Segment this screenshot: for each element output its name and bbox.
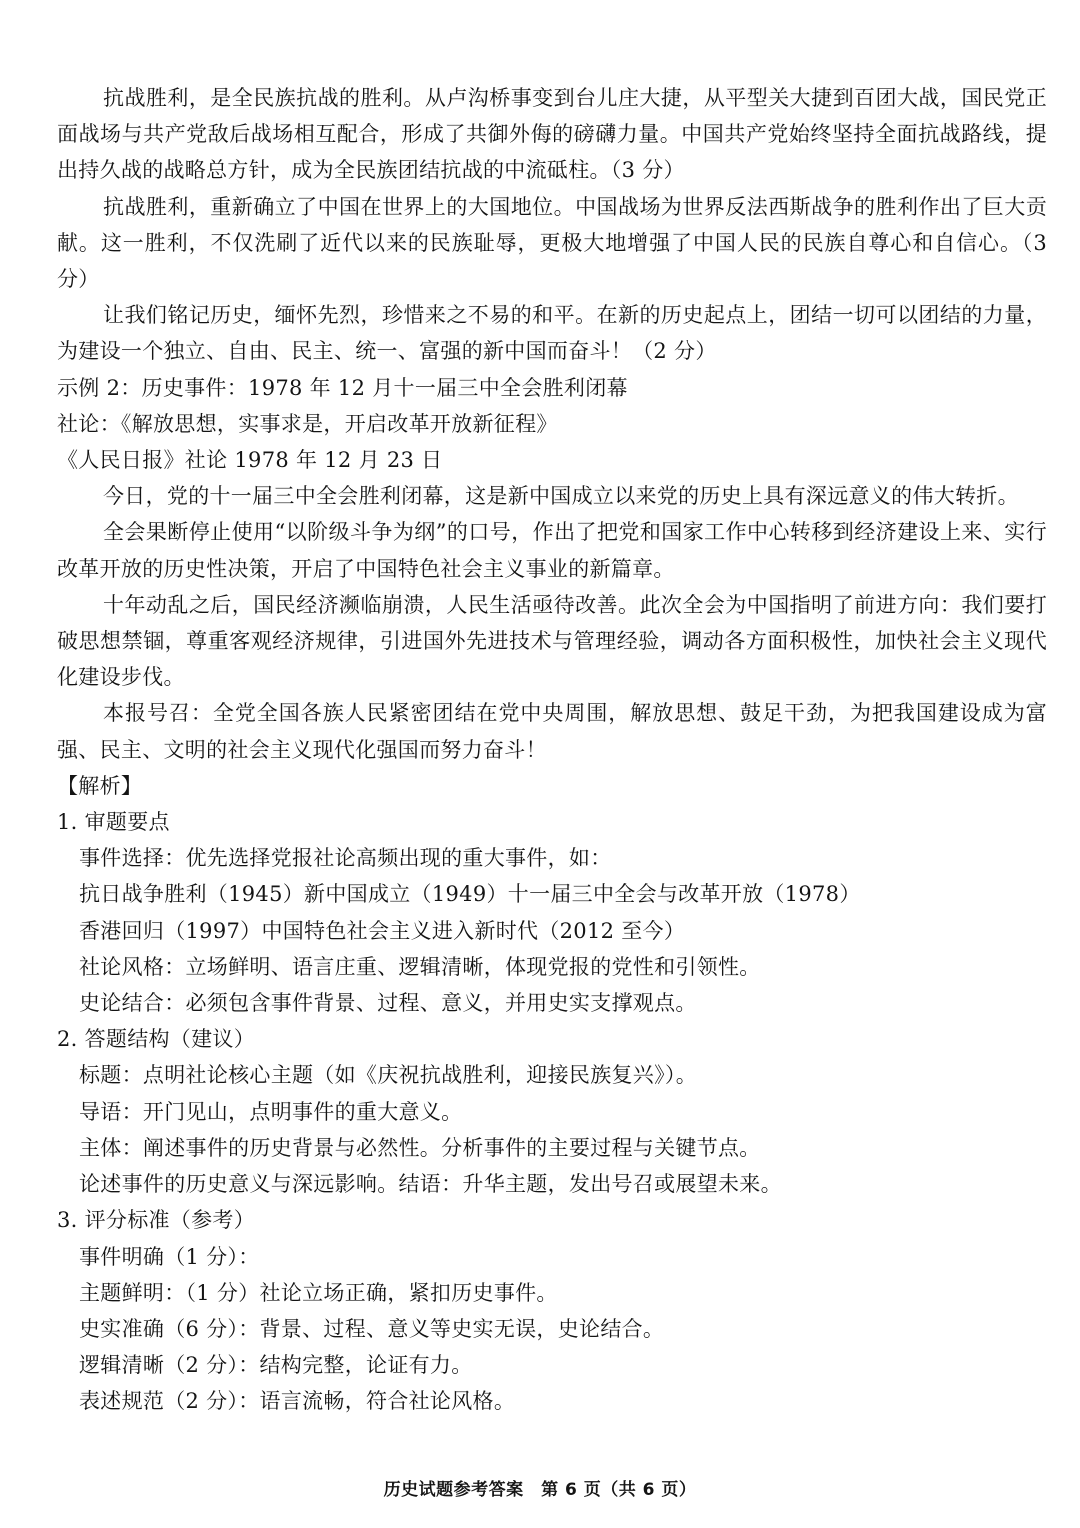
- answer-page: [57, 80, 1047, 1420]
- section-line: 表述规范（2 分）：语言流畅，符合社论风格。: [79, 1389, 516, 1414]
- section-line: 抗日战争胜利（1945）新中国成立（1949）十一届三中全会与改革开放（1978）: [79, 882, 861, 907]
- section-line: 事件明确（1 分）：: [79, 1244, 260, 1269]
- section-line: 导语：开门见山，点明事件的重大意义。: [79, 1099, 463, 1124]
- section-line: 史论结合：必须包含事件背景、过程、意义，并用史实支撑观点。: [79, 991, 697, 1016]
- paragraph-call-to-remember: 让我们铭记历史，缅怀先烈，珍惜来之不易的和平。在新的历史起点上，团结一切可以团结的力量，为建设一个独立、自由、民主、统一、富强的新中国而奋斗！（2 分）: [57, 303, 1047, 364]
- example2-source: 《人民日报》社论 1978 年 12 月 23 日: [57, 448, 443, 473]
- page-footer: 历史试题参考答案 第 6 页（共 6 页）: [383, 1480, 697, 1500]
- editorial-paragraph: 十年动乱之后，国民经济濒临崩溃，人民生活亟待改善。此次全会为中国指明了前进方向：我们要打破思想禁锢，尊重客观经济规律，引进国外先进技术与管理经验，调动各方面积极性，加快社会主义现代化建设步伐。: [57, 592, 1047, 690]
- section-line: 逻辑清晰（2 分）：结构完整，论证有力。: [79, 1353, 473, 1378]
- editorial-paragraph: 全会果断停止使用“以阶级斗争为纲”的口号，作出了把党和国家工作中心转移到经济建设上来、实行改革开放的历史性决策，开启了中国特色社会主义事业的新篇章。: [57, 520, 1047, 581]
- section-line: 标题：点明社论核心主题（如《庆祝抗战胜利，迎接民族复兴》）。: [79, 1063, 697, 1088]
- section-title-scoring: 3. 评分标准（参考）: [57, 1208, 256, 1233]
- example2-event: 示例 2：历史事件：1978 年 12 月十一届三中全会胜利闭幕: [57, 375, 628, 400]
- section-line: 史实准确（6 分）：背景、过程、意义等史实无误，史论结合。: [79, 1316, 665, 1341]
- editorial-paragraph: 本报号召：全党全国各族人民紧密团结在党中央周围，解放思想、鼓足干劲，为把我国建设成为富强、民主、文明的社会主义现代化强国而努力奋斗！: [57, 701, 1047, 762]
- example2-title: 社论：《解放思想，实事求是，开启改革开放新征程》: [57, 411, 558, 436]
- section-title-answer-structure: 2. 答题结构（建议）: [57, 1027, 256, 1052]
- analysis-heading: 【解析】: [57, 773, 143, 798]
- paragraph-victory-unity: 抗战胜利，是全民族抗战的胜利。从卢沟桥事变到台儿庄大捷，从平型关大捷到百团大战，国民党正面战场与共产党敌后战场相互配合，形成了共御外侮的磅礴力量。中国共产党始终坚持全面抗战路线，提出持久战的战略总方针，成为全民族团结抗战的中流砥柱。（3 分）: [57, 86, 1047, 183]
- section-line: 社论风格：立场鲜明、语言庄重、逻辑清晰，体现党报的党性和引领性。: [79, 954, 761, 979]
- section-title-review-points: 1. 审题要点: [57, 810, 170, 835]
- section-line: 香港回归（1997）中国特色社会主义进入新时代（2012 至今）: [79, 918, 686, 943]
- section-line: 事件选择：优先选择党报社论高频出现的重大事件，如：: [79, 846, 612, 871]
- section-line: 主题鲜明：（1 分）社论立场正确，紧扣历史事件。: [79, 1280, 558, 1305]
- paragraph-victory-status: 抗战胜利，重新确立了中国在世界上的大国地位。中国战场为世界反法西斯战争的胜利作出了巨大贡献。这一胜利，不仅洗刷了近代以来的民族耻辱，更极大地增强了中国人民的民族自尊心和自信心。（3 分）: [57, 194, 1047, 292]
- section-line: 主体：阐述事件的历史背景与必然性。分析事件的主要过程与关键节点。: [79, 1135, 761, 1160]
- section-line: 论述事件的历史意义与深远影响。结语：升华主题，发出号召或展望未来。: [79, 1172, 782, 1197]
- editorial-paragraph: 今日，党的十一届三中全会胜利闭幕，这是新中国成立以来党的历史上具有深远意义的伟大转折。: [103, 484, 1019, 509]
